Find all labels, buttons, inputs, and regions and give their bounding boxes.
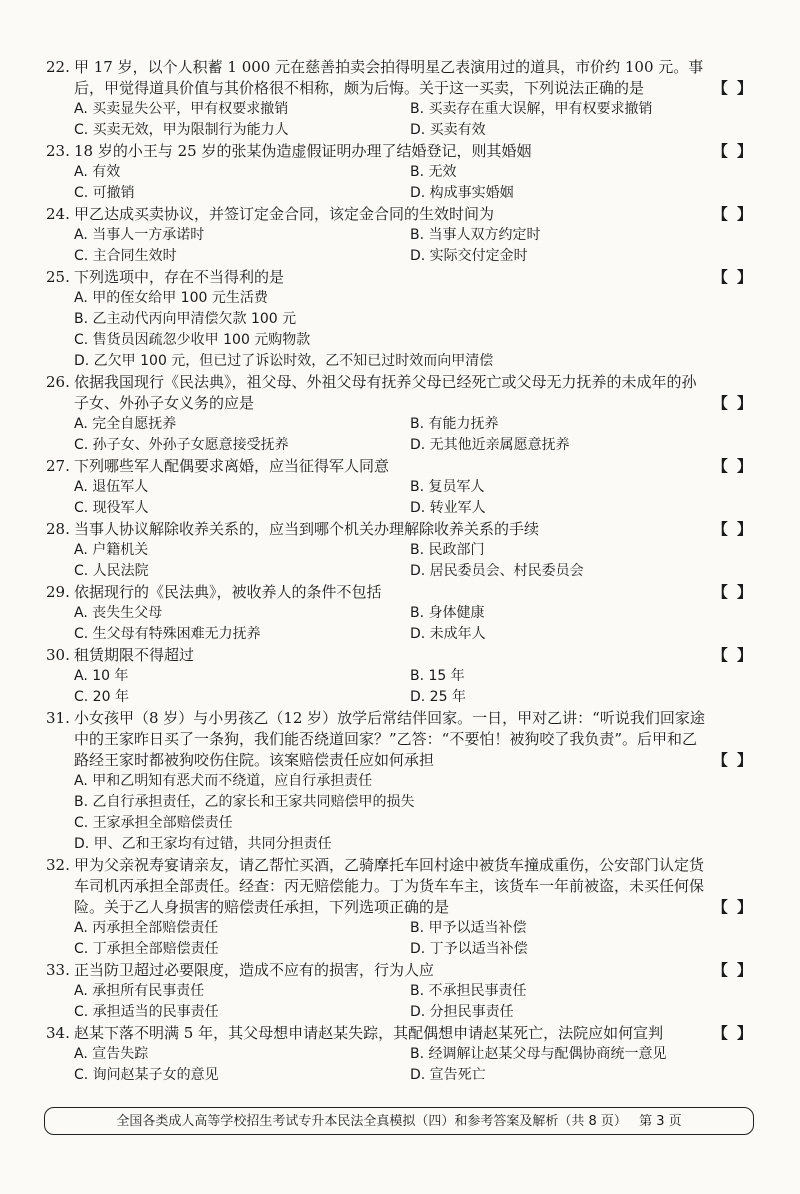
option-a: A. 10 年 [74,668,129,684]
option-a: A. 丧失生父母 [74,605,163,621]
option-c: C. 询问赵某子女的意见 [74,1067,219,1083]
option-d: D. 甲、乙和王家均有过错，共同分担责任 [74,836,332,852]
answer-bracket: 【 】 [712,268,754,286]
option-c: C. 主合同生效时 [74,248,177,264]
answer-bracket: 【 】 [712,142,754,160]
question-number: 33. [46,961,70,979]
question-28 [46,519,758,582]
option-c: C. 丁承担全部赔偿责任 [74,941,219,957]
question-text: 赵某下落不明满 5 年，其父母想申请赵某失踪，其配偶想申请赵某死亡，法院应如何宣判 [74,1024,664,1042]
question-stem [46,141,758,162]
question-text: 下列选项中，存在不当得利的是 [74,268,285,286]
question-text: 甲 17 岁，以个人积蓄 1 000 元在慈善拍卖会拍得明星乙表演用过的道具，市价约 100 元。事后，甲觉得道具价值与其价格很不相称，颇为后悔。关于这一买卖，下列说法正确的是 [74,58,704,97]
question-29 [46,582,758,645]
option-b: B. 不承担民事责任 [410,983,527,999]
question-25 [46,267,758,372]
question-23 [46,141,758,204]
question-number: 27. [46,457,70,475]
option-d: D. 买卖有效 [410,122,486,138]
question-text: 甲为父亲祝寿宴请亲友，请乙帮忙买酒，乙骑摩托车回村途中被货车撞成重伤，公安部门认定货车司机丙承担全部责任。经查：丙无赔偿能力。丁为货车车主，该货车一年前被盗，未买任何保险。关于乙人身损害的赔偿责任承担，下列选项正确的是 [74,856,705,916]
question-stem [46,57,758,99]
option-list [46,414,758,456]
option-list [46,666,758,708]
option-a: A. 退伍军人 [74,479,149,495]
question-number: 34. [46,1024,70,1042]
option-d: D. 居民委员会、村民委员会 [410,563,584,579]
question-24 [46,204,758,267]
question-32 [46,855,758,960]
option-d: D. 无其他近亲属愿意抚养 [410,437,570,453]
question-number: 25. [46,268,70,286]
answer-bracket: 【 】 [712,1024,754,1042]
answer-bracket: 【 】 [712,583,754,601]
question-number: 24. [46,205,70,223]
option-b: B. 有能力抚养 [410,416,499,432]
footer-title: 全国各类成人高等学校招生考试专升本民法全真模拟（四）和参考答案及解析（共 8 页） [116,1114,627,1129]
answer-bracket: 【 】 [712,457,754,475]
option-b: B. 15 年 [410,668,465,684]
option-list [46,99,758,141]
option-list [46,162,758,204]
option-a: A. 宣告失踪 [74,1046,149,1062]
option-c: C. 20 年 [74,689,129,705]
question-stem [46,855,758,918]
option-b: B. 经调解让赵某父母与配偶协商统一意见 [410,1046,667,1062]
option-c: C. 王家承担全部赔偿责任 [74,815,233,831]
question-text: 18 岁的小王与 25 岁的张某伪造虚假证明办理了结婚登记，则其婚姻 [74,142,532,160]
option-list [46,918,758,960]
question-stem [46,267,758,288]
option-a: A. 丙承担全部赔偿责任 [74,920,219,936]
question-34 [46,1023,758,1086]
option-list [46,477,758,519]
option-b: B. 复员军人 [410,479,485,495]
question-stem [46,519,758,540]
answer-bracket: 【 】 [712,520,754,538]
option-b: B. 身体健康 [410,605,485,621]
option-b: B. 甲予以适当补偿 [410,920,527,936]
option-b: B. 无效 [410,164,457,180]
question-text: 小女孩甲（8 岁）与小男孩乙（12 岁）放学后常结伴回家。一日，甲对乙讲：“听说我们回家途中的王家昨日买了一条狗，我们能否绕道回家？”乙答：“不要怕！被狗咬了我负责”。后甲和乙路经王家时都被狗咬伤住院。该案赔偿责任应如何承担 [74,709,705,769]
question-stem [46,708,758,771]
option-c: C. 孙子女、外孙子女愿意接受抚养 [74,437,289,453]
question-stem [46,645,758,666]
option-c: C. 买卖无效，甲为限制行为能力人 [74,122,289,138]
question-text: 当事人协议解除收养关系的，应当到哪个机关办理解除收养关系的手续 [74,520,540,538]
option-b: B. 当事人双方约定时 [410,227,541,243]
answer-bracket: 【 】 [712,394,754,412]
option-list [46,288,758,372]
option-list [46,771,758,855]
option-d: D. 25 年 [410,689,466,705]
option-a: A. 买卖显失公平，甲有权要求撤销 [74,101,289,117]
option-c: C. 现役军人 [74,500,149,516]
question-27 [46,456,758,519]
option-b: B. 民政部门 [410,542,485,558]
question-22 [46,57,758,141]
option-d: D. 构成事实婚姻 [410,185,514,201]
question-30 [46,645,758,708]
option-a: A. 承担所有民事责任 [74,983,205,999]
option-c: C. 人民法院 [74,563,149,579]
option-list [46,225,758,267]
option-d: D. 乙欠甲 100 元，但已过了诉讼时效，乙不知已过时效而向甲清偿 [74,353,494,369]
question-text: 下列哪些军人配偶要求离婚，应当征得军人同意 [74,457,390,475]
option-list [46,981,758,1023]
option-a: A. 完全自愿抚养 [74,416,177,432]
question-list [0,57,800,1086]
option-c: C. 生父母有特殊困难无力抚养 [74,626,261,642]
question-number: 29. [46,583,70,601]
answer-bracket: 【 】 [712,205,754,223]
option-d: D. 未成年人 [410,626,486,642]
option-d: D. 分担民事责任 [410,1004,514,1020]
option-d: D. 宣告死亡 [410,1067,486,1083]
question-text: 依据现行的《民法典》，被收养人的条件不包括 [74,583,382,601]
question-text: 甲乙达成买卖协议，并签订定金合同，该定金合同的生效时间为 [74,205,495,223]
question-number: 23. [46,142,70,160]
option-a: A. 有效 [74,164,121,180]
option-a: A. 甲和乙明知有恶犬而不绕道，应自行承担责任 [74,773,373,789]
question-number: 30. [46,646,70,664]
option-a: A. 甲的侄女给甲 100 元生活费 [74,290,268,306]
option-d: D. 转业军人 [410,500,486,516]
question-stem [46,960,758,981]
question-stem [46,582,758,603]
question-number: 31. [46,709,70,727]
question-stem [46,456,758,477]
question-stem [46,204,758,225]
question-text: 租赁期限不得超过 [74,646,195,664]
option-b: B. 乙自行承担责任，乙的家长和王家共同赔偿甲的损失 [74,794,415,810]
question-number: 22. [46,58,70,76]
option-b: B. 乙主动代丙向甲清偿欠款 100 元 [74,311,297,327]
answer-bracket: 【 】 [712,751,754,769]
footer-page-number: 第 3 页 [639,1114,682,1129]
question-number: 32. [46,856,70,874]
question-number: 28. [46,520,70,538]
option-d: D. 实际交付定金时 [410,248,528,264]
option-b: B. 买卖存在重大误解，甲有权要求撤销 [410,101,653,117]
option-list [46,603,758,645]
question-text: 正当防卫超过必要限度，造成不应有的损害，行为人应 [74,961,435,979]
option-a: A. 当事人一方承诺时 [74,227,205,243]
question-number: 26. [46,373,70,391]
option-c: C. 承担适当的民事责任 [74,1004,219,1020]
question-33 [46,960,758,1023]
option-d: D. 丁予以适当补偿 [410,941,528,957]
question-26 [46,372,758,456]
answer-bracket: 【 】 [712,961,754,979]
option-c: C. 售货员因疏忽少收甲 100 元购物款 [74,332,311,348]
answer-bracket: 【 】 [712,646,754,664]
option-list [46,540,758,582]
question-stem [46,1023,758,1044]
question-stem [46,372,758,414]
question-text: 依据我国现行《民法典》，祖父母、外祖父母有抚养父母已经死亡或父母无力抚养的未成年的孙子女、外孙子女义务的应是 [74,373,697,412]
question-31 [46,708,758,855]
answer-bracket: 【 】 [712,79,754,97]
page-footer [44,1107,754,1135]
option-a: A. 户籍机关 [74,542,149,558]
option-list [46,1044,758,1086]
answer-bracket: 【 】 [712,898,754,916]
option-c: C. 可撤销 [74,185,135,201]
